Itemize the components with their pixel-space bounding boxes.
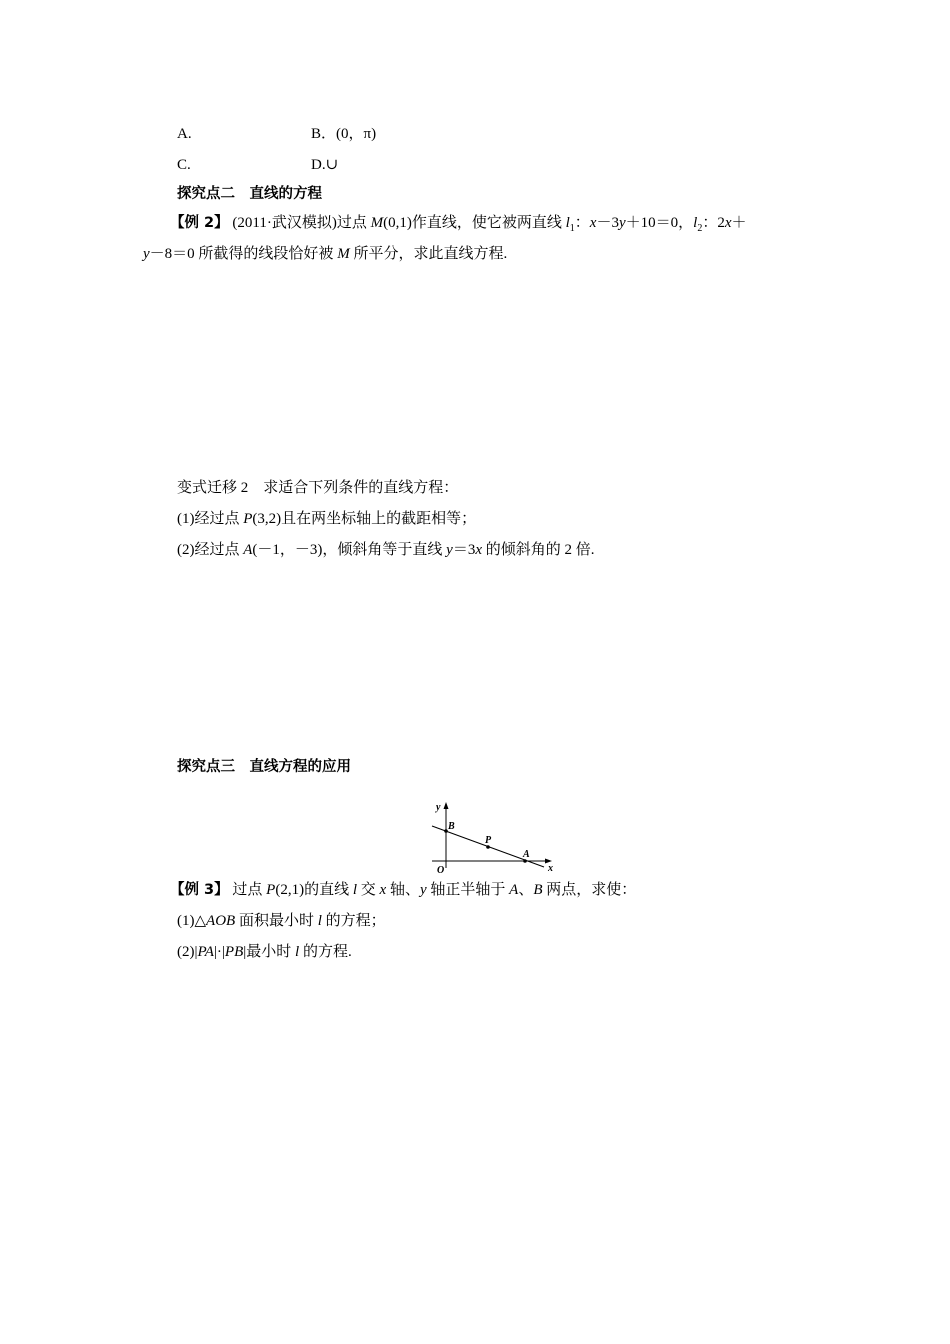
text: 面积最小时 xyxy=(235,913,318,929)
text: (2)| xyxy=(177,944,198,960)
var-y: y xyxy=(446,542,453,558)
y-axis-arrow xyxy=(444,802,449,809)
text: ＝3 xyxy=(452,542,476,558)
example3-label: 【例 3】 xyxy=(170,882,229,898)
text: (3,2)且在两坐标轴上的截距相等； xyxy=(252,511,477,527)
text: ＋10＝0， xyxy=(625,215,694,231)
subscript: 1 xyxy=(569,223,575,234)
line-figure xyxy=(426,800,560,880)
var-pb: PB xyxy=(224,944,244,960)
var-l: l xyxy=(693,215,698,231)
variant2-q1 xyxy=(177,509,476,529)
variant2-title: 变式迁移 2 求适合下列条件的直线方程： xyxy=(177,480,459,496)
y-label: y xyxy=(436,802,441,813)
var-a: A xyxy=(243,542,253,558)
variant2-q2 xyxy=(177,540,595,560)
example3-q2 xyxy=(177,942,352,962)
var-p: P xyxy=(266,882,276,898)
example2-line1 xyxy=(170,213,747,239)
var-b: B xyxy=(533,882,543,898)
example2-line2 xyxy=(143,244,507,264)
var-x: x xyxy=(589,215,597,231)
example3-line1 xyxy=(170,880,636,900)
var-y: y xyxy=(143,246,150,262)
text: 轴正半轴于 xyxy=(426,882,510,898)
text: (2,1)的直线 xyxy=(275,882,353,898)
section2-title: 探究点二 直线的方程 xyxy=(177,186,322,202)
choice-d: D.∪ xyxy=(311,157,339,173)
text: ＋ xyxy=(731,215,747,231)
text: |·| xyxy=(213,944,225,960)
text: 两点，求使： xyxy=(542,882,637,898)
text: －8＝0 所截得的线段恰好被 xyxy=(149,246,338,262)
choice-c: C. xyxy=(177,157,191,173)
text: 所平分，求此直线方程. xyxy=(349,246,508,262)
var-p: P xyxy=(243,511,253,527)
var-x: x xyxy=(475,542,483,558)
example2-label: 【例 2】 xyxy=(170,215,229,231)
text: 轴、 xyxy=(386,882,420,898)
b-label: B xyxy=(448,821,455,832)
var-l: l xyxy=(317,913,322,929)
choice-b: B．(0，π) xyxy=(311,126,377,142)
var-y: y xyxy=(419,882,427,898)
p-label: P xyxy=(485,835,492,846)
var-x: x xyxy=(724,215,732,231)
var-l: l xyxy=(295,944,300,960)
var-l: l xyxy=(565,215,570,231)
text: 过点 xyxy=(232,882,267,898)
text: (1)经过点 xyxy=(177,511,244,527)
text: 的方程. xyxy=(299,944,352,960)
var-pa: PA xyxy=(197,944,214,960)
text: (2011·武汉模拟)过点 xyxy=(232,215,371,231)
text: 交 xyxy=(357,882,380,898)
origin-label: O xyxy=(437,865,445,876)
section3-title: 探究点三 直线方程的应用 xyxy=(177,759,351,775)
var-y: y xyxy=(618,215,626,231)
example3-q1 xyxy=(177,911,386,931)
text: ： xyxy=(574,215,590,231)
text: (2)经过点 xyxy=(177,542,244,558)
var-m: M xyxy=(337,246,350,262)
text: 、 xyxy=(518,882,534,898)
var-aob: AOB xyxy=(206,913,236,929)
a-label: A xyxy=(523,849,530,860)
text: 的倾斜角的 2 倍. xyxy=(482,542,595,558)
choice-a: A. xyxy=(177,126,192,142)
text: |最小时 xyxy=(243,944,296,960)
x-label: x xyxy=(548,863,553,874)
subscript: 2 xyxy=(697,223,703,234)
var-l: l xyxy=(352,882,357,898)
text: (0,1)作直线，使它被两直线 xyxy=(383,215,566,231)
text: －3 xyxy=(596,215,619,231)
text: (1)△ xyxy=(177,913,207,929)
var-x: x xyxy=(379,882,387,898)
text: (－1，－3)，倾斜角等于直线 xyxy=(252,542,447,558)
var-a: A xyxy=(509,882,519,898)
text: 的方程； xyxy=(321,913,386,929)
text: ：2 xyxy=(702,215,725,231)
var-m: M xyxy=(370,215,384,231)
